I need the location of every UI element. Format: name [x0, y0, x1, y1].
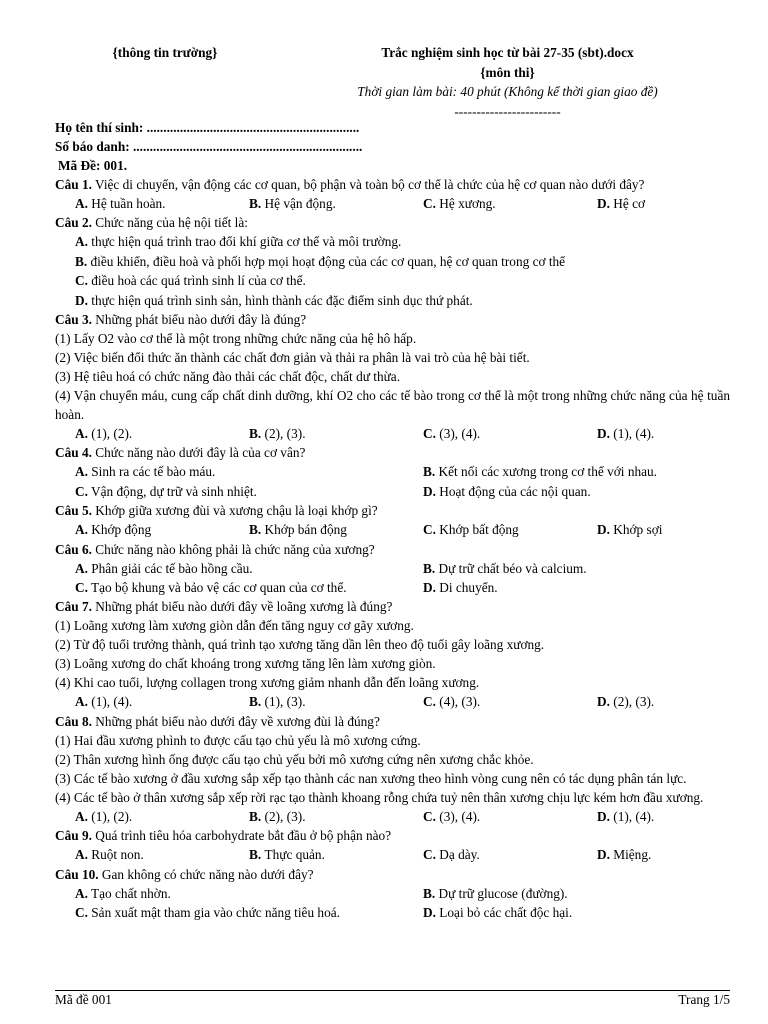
option-b: B. Hệ vận động.	[249, 196, 336, 211]
statement-4: (4) Khi cao tuổi, lượng collagen trong xương giảm nhanh dẫn đến loãng xương.	[55, 675, 480, 691]
statement-2: (2) Thân xương hình ống được cấu tạo chủ yếu bởi mô xương cứng nên xương chắc khỏe.	[55, 751, 534, 767]
answer-options-row-1	[55, 559, 730, 578]
exam-title-block	[285, 43, 730, 121]
statement-2: (2) Việc biến đổi thức ăn thành các chất đơn giản và thải ra phân là vai trò của hệ bài tiết.	[55, 350, 530, 366]
option-a: A. (1), (2).	[75, 808, 133, 824]
option-c: C. Hệ xương.	[423, 196, 496, 211]
option-d: D. (1), (4).	[597, 808, 655, 824]
header-divider: ------------------------	[454, 103, 561, 119]
option-a: A. Khớp động	[75, 522, 152, 538]
question-text: Chức năng của hệ nội tiết là:	[91, 215, 248, 231]
option-b: B. Kết nối các xương trong cơ thể với nhau.	[423, 464, 657, 480]
statement-3: (3) Các tế bào xương ở đầu xương sắp xếp tạo thành các nan xương theo hình vòng cung nên có tác dụng phân tán lực.	[55, 770, 687, 786]
answer-options-row-1	[55, 462, 730, 481]
option-a: A. (1), (4).	[75, 694, 133, 710]
option-a: A. thực hiện quá trình trao đổi khí giữa cơ thể và môi trường.	[75, 234, 402, 250]
footer-divider	[55, 990, 730, 991]
footer-page-number: Trang 1/5	[678, 992, 730, 1007]
option-c: C. Khớp bất động	[423, 522, 519, 538]
question-number: Câu 3.	[55, 312, 92, 328]
question-number: Câu 5.	[55, 503, 92, 519]
question-number: Câu 7.	[55, 599, 92, 615]
option-d: D. Hệ cơ	[597, 196, 646, 211]
question-number: Câu 1.	[55, 177, 92, 192]
question-6	[55, 540, 730, 559]
statement-2: (2) Từ độ tuổi trưởng thành, quá trình tạo xương tăng dần lên theo độ tuổi gây loãng xương.	[55, 637, 545, 653]
option-c: C. điều hoà các quá trình sinh lí của cơ thể.	[75, 273, 306, 289]
question-7	[55, 597, 730, 616]
option-d: D. Khớp sợi	[597, 522, 663, 538]
question-text: Những phát biểu nào dưới đây về loãng xương là đúng?	[91, 599, 393, 615]
statement-1: (1) Hai đầu xương phình to được cấu tạo chủ yếu là mô xương cứng.	[55, 732, 421, 748]
answer-options-row-1	[55, 884, 730, 903]
document-header	[55, 38, 730, 118]
question-4	[55, 443, 730, 462]
question-text: Chức năng nào không phải là chức năng của xương?	[91, 541, 375, 557]
answer-options-row-2	[55, 578, 730, 597]
option-c: C. Vận động, dự trữ và sinh nhiệt.	[75, 483, 257, 499]
answer-options-row-2	[55, 903, 730, 922]
question-text: Chức năng nào dưới đây là của cơ vân?	[91, 445, 306, 461]
statement-4: (4) Các tế bào ở thân xương sắp xếp rời rạc tạo thành khoang rỗng chứa tuỷ nên thân xương chịu lực kém hơn đầu xương.	[55, 789, 704, 805]
option-b: B. Thực quản.	[249, 847, 325, 863]
question-2	[55, 213, 730, 232]
option-a: A. Hệ tuần hoàn.	[75, 196, 166, 211]
option-b: B. Dự trữ glucose (đường).	[423, 885, 568, 901]
option-d: D. thực hiện quá trình sinh sản, hình thành các đặc điểm sinh dục thứ phát.	[75, 292, 473, 308]
option-c: C. Dạ dày.	[423, 847, 480, 863]
option-d: D. Di chuyển.	[423, 580, 498, 596]
answer-options	[55, 194, 730, 213]
answer-options	[55, 692, 730, 711]
footer-exam-code: Mã đề 001	[55, 992, 112, 1007]
question-text: Những phát biểu nào dưới đây về xương đùi là đúng?	[91, 713, 380, 729]
statement-3: (3) Loãng xương do chất khoáng trong xương tăng lên làm xương giòn.	[55, 656, 436, 672]
question-number: Câu 6.	[55, 541, 92, 557]
option-b: B. Khớp bán động	[249, 522, 347, 538]
option-d: D. Loại bỏ các chất độc hại.	[423, 905, 573, 921]
option-c: C. (3), (4).	[423, 426, 481, 442]
answer-options	[55, 424, 730, 443]
option-d: D. Miệng.	[597, 847, 652, 863]
option-b: B. (2), (3).	[249, 426, 306, 442]
exam-code: Mã Đề: 001.	[58, 158, 128, 173]
question-3	[55, 310, 730, 329]
option-b: B. (1), (3).	[249, 694, 306, 710]
question-1	[55, 175, 730, 194]
question-number: Câu 9.	[55, 828, 92, 844]
answer-options	[55, 845, 730, 864]
question-number: Câu 10.	[55, 866, 99, 882]
option-c: C. Tạo bộ khung và bảo vệ các cơ quan của cơ thể.	[75, 580, 347, 596]
question-number: Câu 4.	[55, 445, 92, 461]
student-name-field: Họ tên thí sinh: ................................................................	[55, 120, 360, 135]
option-d: D. Hoạt động của các nội quan.	[423, 483, 591, 499]
student-id-field: Số báo danh: .....................................................................	[55, 139, 363, 154]
option-c: C. (3), (4).	[423, 808, 481, 824]
option-d: D. (2), (3).	[597, 694, 655, 710]
statement-4: (4) Vận chuyển máu, cung cấp chất dinh dưỡng, khí O2 cho các tế bào trong cơ thể là một trong những chức năng của hệ tuần hoàn.	[55, 388, 730, 423]
exam-title: Trắc nghiệm sinh học từ bài 27-35 (sbt).docx	[381, 45, 634, 60]
question-9	[55, 826, 730, 845]
question-text: Việc di chuyển, vận động các cơ quan, bộ phận và toàn bộ cơ thể là chức của hệ cơ quan nào dưới đây?	[91, 177, 645, 192]
time-limit: Thời gian làm bài: 40 phút (Không kể thời gian giao đề)	[357, 84, 658, 99]
question-text: Gan không có chức năng nào dưới đây?	[98, 866, 314, 882]
subject: {môn thi}	[480, 64, 535, 80]
statement-1: (1) Lấy O2 vào cơ thể là một trong những chức năng của hệ hô hấp.	[55, 331, 417, 347]
statement-3: (3) Hệ tiêu hoá có chức năng đào thải các chất độc, chất dư thừa.	[55, 369, 401, 385]
question-number: Câu 2.	[55, 215, 92, 231]
question-10	[55, 865, 730, 884]
option-d: D. (1), (4).	[597, 426, 655, 442]
option-b: B. Dự trữ chất béo và calcium.	[423, 560, 587, 576]
school-info: {thông tin trường}	[112, 45, 218, 60]
exam-page	[55, 38, 730, 923]
option-c: C. (4), (3).	[423, 694, 481, 710]
option-a: A. Tạo chất nhờn.	[75, 885, 171, 901]
answer-options-row-2	[55, 482, 730, 501]
question-number: Câu 8.	[55, 713, 92, 729]
answer-options	[55, 520, 730, 539]
option-a: A. Phân giải các tế bào hồng cầu.	[75, 560, 253, 576]
question-text: Khớp giữa xương đùi và xương chậu là loại khớp gì?	[91, 503, 378, 519]
statement-1: (1) Loãng xương làm xương giòn dẫn đến tăng nguy cơ gãy xương.	[55, 618, 414, 634]
option-b: B. (2), (3).	[249, 808, 306, 824]
answer-options	[55, 807, 730, 826]
option-a: A. Sinh ra các tế bào máu.	[75, 464, 216, 480]
option-a: A. (1), (2).	[75, 426, 133, 442]
question-5	[55, 501, 730, 520]
option-a: A. Ruột non.	[75, 847, 144, 863]
option-c: C. Sản xuất mật tham gia vào chức năng tiêu hoá.	[75, 905, 340, 921]
question-8	[55, 712, 730, 731]
question-text: Những phát biểu nào dưới đây là đúng?	[91, 312, 307, 328]
question-text: Quá trình tiêu hóa carbohydrate bắt đầu ở bộ phận nào?	[91, 828, 392, 844]
option-b: B. điều khiển, điều hoà và phối hợp mọi hoạt động của các cơ quan, hệ cơ quan trong cơ thể	[75, 253, 566, 269]
